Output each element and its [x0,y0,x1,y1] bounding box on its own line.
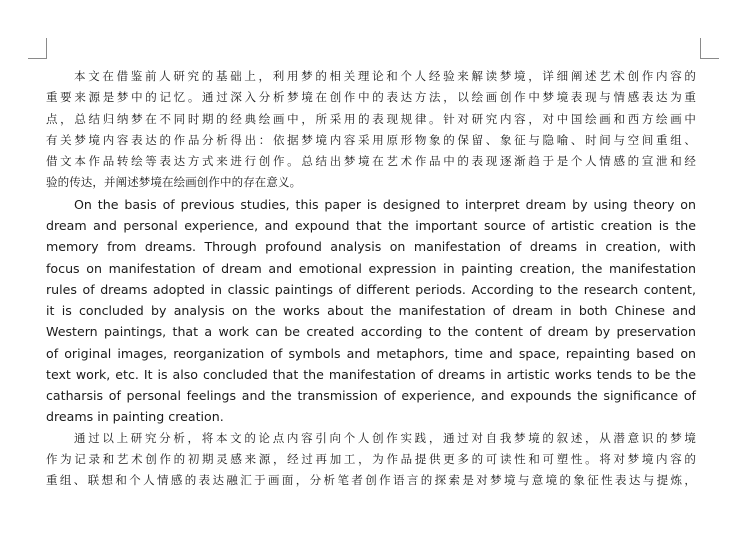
text-line: catharsis of personal feelings and the transmission of experience, and expounds the significance of [46,388,696,404]
text-line: dreams in painting creation. [46,409,224,425]
text-line: 有关梦境内容表达的作品分析得出：依据梦境内容采用原形物象的保留、象征与隐喻、时间与空间重组、 [46,132,696,147]
text-line: memory from dreams. Through profound analysis on manifestation of dreams in creation, with [46,239,696,255]
crop-mark-top-right-horizontal [700,58,719,59]
crop-mark-top-right-vertical [700,38,701,59]
text-line: 通过以上研究分析，将本文的论点内容引向个人创作实践，通过对自我梦境的叙述，从潜意识的梦境 [74,430,696,445]
text-line: 重组、联想和个人情感的表达融汇于画面，分析笔者创作语言的探索是对梦境与意境的象征性表达与提炼， [46,473,696,488]
text-line: it is concluded by analysis on the works about the manifestation of dream in both Chinese and [46,303,696,319]
text-line: 作为记录和艺术创作的初期灵感来源，经过再加工，为作品提供更多的可读性和可塑性。将对梦境内容的 [46,451,696,466]
text-line: 重要来源是梦中的记忆。通过深入分析梦境在创作中的表达方法，以绘画创作中梦境表现与情感表达为重 [46,90,696,105]
crop-mark-top-left-horizontal [28,58,47,59]
crop-mark-top-left-vertical [46,38,47,59]
text-line: 验的传达，并阐述梦境在绘画创作中的存在意义。 [46,175,302,190]
text-line: 点，总结归纳梦在不同时期的经典绘画中，所采用的表现规律。针对研究内容，对中国绘画和西方绘画中 [46,111,696,126]
text-line: Western paintings, that a work can be created according to the content of dream by preservation [46,324,696,340]
text-line: rules of dreams adopted in classic paintings of different periods. According to the research content, [46,281,696,297]
text-line: dream and personal experience, and expound that the important source of artistic creation is the [46,218,696,234]
text-line: 本文在借鉴前人研究的基础上，利用梦的相关理论和个人经验来解读梦境，详细阐述艺术创作内容的 [74,69,696,83]
text-line: text work, etc. It is also concluded that the manifestation of dreams in artistic works tends to be the [46,366,696,382]
document-page [46,66,696,491]
abstract-chinese-paragraph-2 [46,428,696,492]
abstract-english-paragraph [46,194,696,428]
text-line: of original images, reorganization of symbols and metaphors, time and space, repainting based on [46,345,696,361]
text-line: On the basis of previous studies, this paper is designed to interpret dream by using theory on [74,196,696,212]
abstract-chinese-paragraph-1 [46,66,696,194]
text-line: 借文本作品转绘等表达方式来进行创作。总结出梦境在艺术作品中的表现逐渐趋于是个人情感的宣泄和经 [46,154,696,169]
text-line: focus on manifestation of dream and emotional expression in painting creation, the manifestation [46,260,696,276]
